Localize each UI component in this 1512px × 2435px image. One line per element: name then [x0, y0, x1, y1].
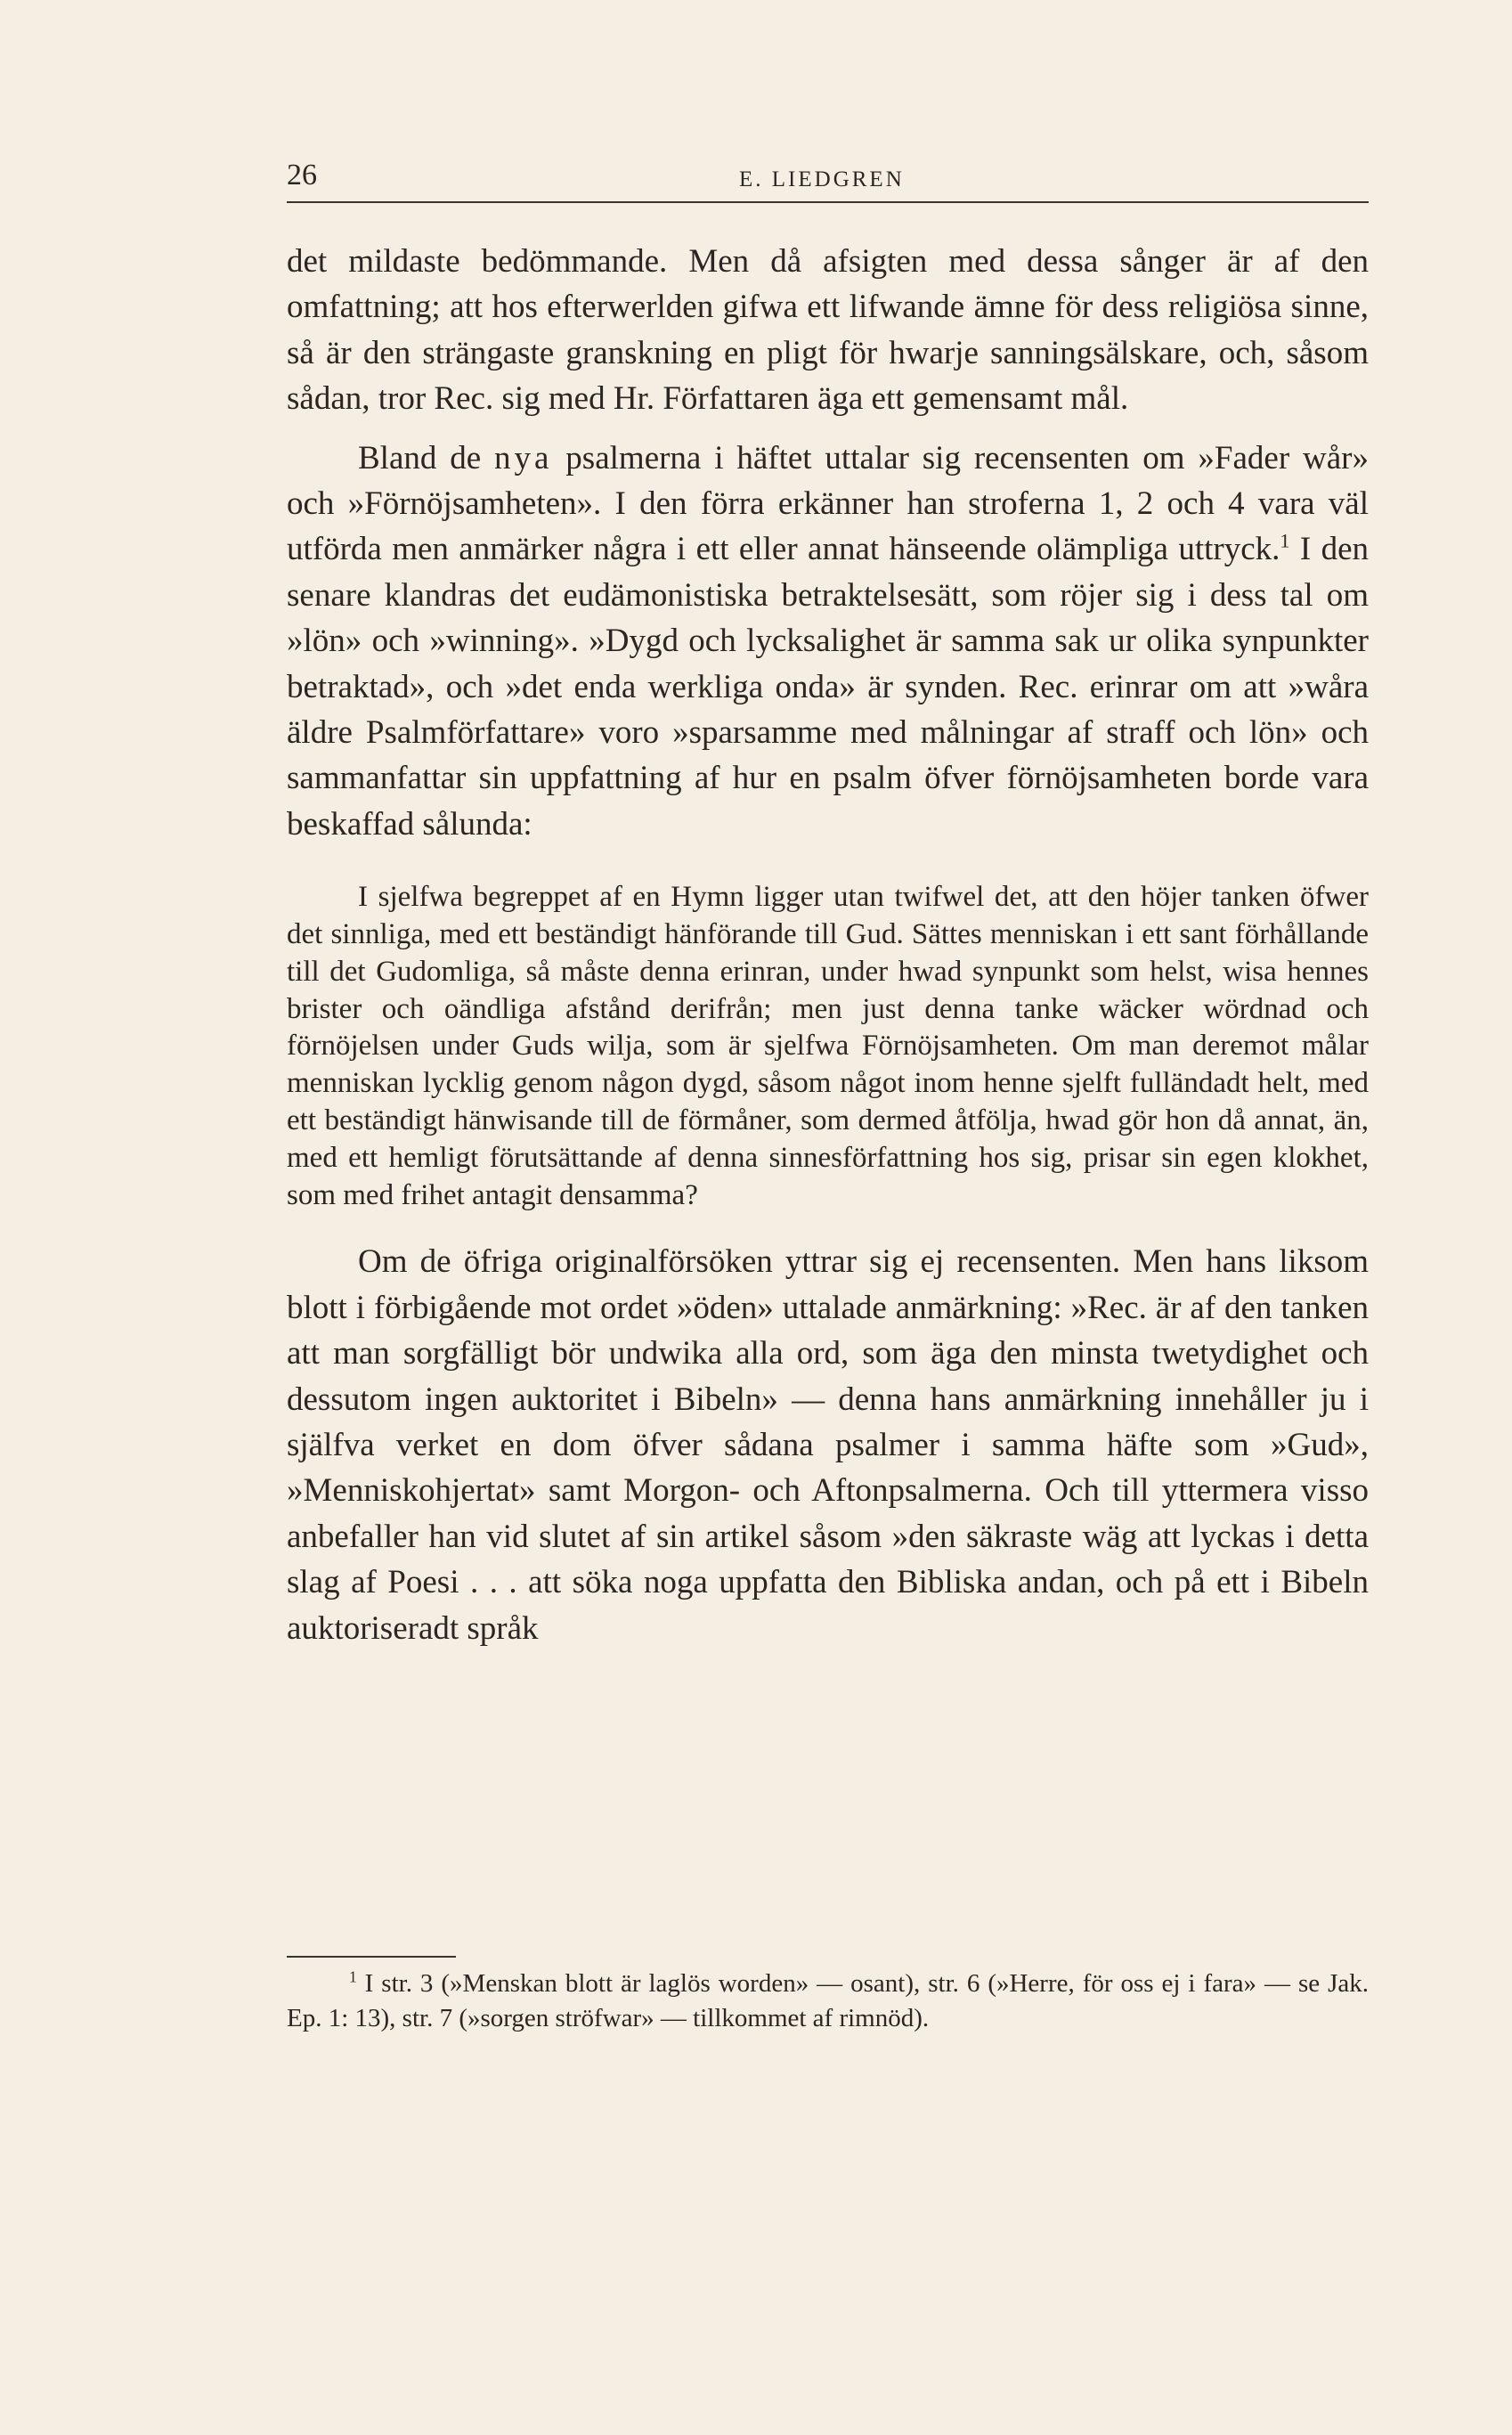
footnote-body: I str. 3 (»Menskan blott är laglös worden» — osant), str. 6 (»Herre, för oss ej i fara» — se Jak. Ep. 1: 13), str. 7 (»sorgen ströfwar» — tillkommet af rimnöd). — [287, 1969, 1369, 2032]
footnote-reference[interactable]: 1 — [1280, 530, 1290, 553]
paragraph-2-part-d: I den senare klandras det eudämonistiska betraktelsesätt, som röjer sig i dess tal om »lön» och »winning». »Dygd och lycksalighet är samma sak ur olika synpunkter betraktad», och »det enda werkliga onda» är synden. Rec. erinrar om att »wåra äldre Psalmförfattare» voro »sparsamme med målningar af straff och lön» och sammanfattar sin uppfattning af hur en psalm öfver förnöjsamheten borde vara beskaffad sålunda: — [287, 531, 1369, 843]
block-quote — [287, 879, 1369, 1214]
emphasized-word: nya — [494, 439, 553, 476]
paragraph-3: Om de öfriga originalförsöken yttrar sig ej recensenten. Men hans liksom blott i förbigående mot ordet »öden» uttalade anmärkning: »Rec. är af den tanken att man sorgfälligt bör undwika alla ord, som äga den minsta twetydighet och dessutom ingen auktoritet i Bibeln» — denna hans anmärkning innehåller ju i själfva verket en dom öfver sådana psalmer i samma häfte som »Gud», »Menniskohjertat» samt Morgon- och Aftonpsalmerna. Och till yttermera visso anbefaller han vid slutet af sin artikel såsom »den säkraste wäg att lyckas i detta slag af Poesi . . . att söka noga uppfatta den Bibliska andan, och på ett i Bibeln auktoriseradt språk — [287, 1243, 1369, 1647]
footnote — [287, 1967, 1369, 2036]
quote-text: I sjelfwa begreppet af en Hymn ligger utan twifwel det, att den höjer tanken öfwer det sinnliga, med ett beständigt hänförande till Gud. Sättes menniskan i ett sant förhållande till det Gudomliga, så måste denna erinran, under hwad synpunkt som helst, wisa hennes brister och oändliga afstånd derifrån; men just denna tanke wäcker wördnad och förnöjelsen under Guds wilja, som är sjelfwa Förnöjsamheten. Om man deremot målar menniskan lycklig genom någon dygd, såsom något inom henne sjelft fulländadt helt, med ett beständigt hänwisande till de förmåner, som dermed åtfölja, hwad gör hon då annat, än, med ett hemligt förutsättande af denna sinnesförfattning hos sig, prisar sin egen klokhet, som med frihet antagit densamma? — [287, 881, 1369, 1211]
page-number: 26 — [287, 159, 317, 191]
footnote-text — [287, 1967, 1369, 2036]
paragraph-2-part-a: Bland de — [358, 439, 495, 476]
footnote-divider — [287, 1956, 456, 1958]
main-text — [287, 239, 1369, 1651]
page-header — [287, 157, 1369, 203]
footnote-mark: 1 — [349, 1967, 357, 1986]
running-head: E. LIEDGREN — [739, 167, 905, 191]
paragraph-2-part-c: psalmerna i häftet uttalar sig recensenten om »Fader wår» och »Förnöjsamheten». I den förra erkänner han stroferna 1, 2 och 4 vara väl utförda men anmärker några i ett eller annat hänseende olämpliga uttryck. — [287, 439, 1369, 568]
paragraph-1: det mildaste bedömmande. Men då afsigten med dessa sånger är af den omfattning; att hos efterwerlden gifwa ett lifwande ämne för dess religiösa sinne, så är den strängaste granskning en pligt för hwarje sanningsälskare, och, såsom sådan, tror Rec. sig med Hr. Författaren äga ett gemensamt mål. — [287, 243, 1369, 418]
paragraph-2 — [287, 436, 1369, 848]
